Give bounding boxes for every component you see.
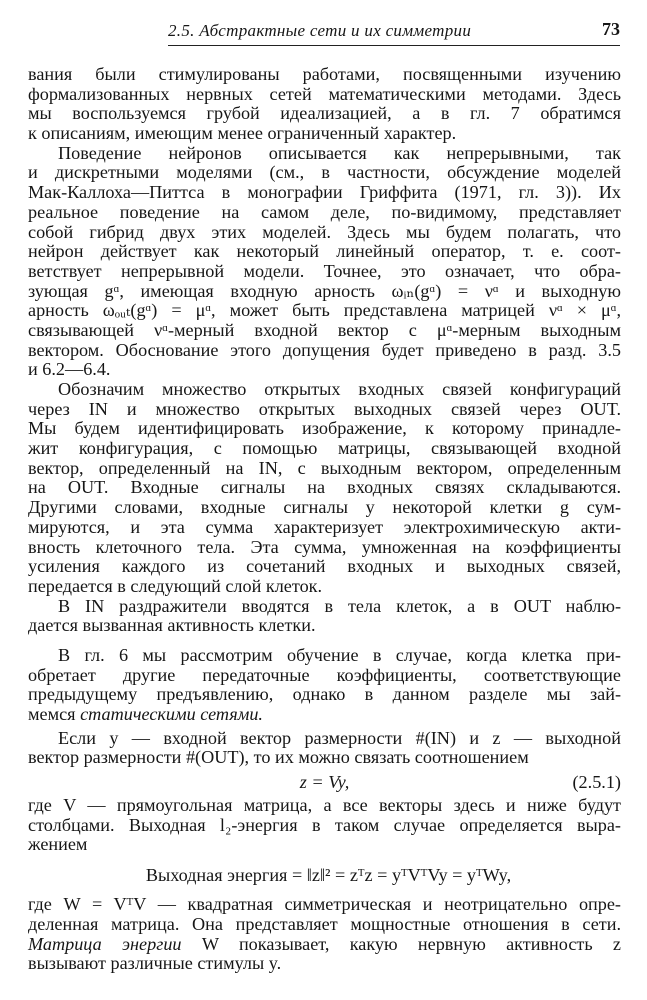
- text-line: собой гибрид двух этих моделей. Здесь мы будем полагать, что: [28, 221, 621, 242]
- paragraph: [28, 646, 621, 725]
- paragraph: [28, 729, 621, 768]
- text-line: вектором. Обоснование этого допущения будет приведено в разд. 3.5: [28, 339, 621, 360]
- equation-2-5-1: [28, 768, 621, 796]
- text-line: где W = VᵀV — квадратная симметрическая и неотрицательно опре-: [28, 894, 621, 915]
- text-line: на OUT. Входные сигналы на входных связях складываются.: [28, 477, 621, 498]
- paragraph: [28, 796, 621, 855]
- text-line: В гл. 6 мы рассмотрим обучение в случае, когда клетка при-: [58, 644, 621, 665]
- section-title: 2.5. Абстрактные сети и их симметрии: [168, 21, 472, 40]
- text-line: деленная матрица. Она представляет мощностные отношения в сети.: [28, 913, 621, 934]
- text-line: усиления каждого из сочетаний входных и выходных связей,: [28, 556, 621, 577]
- text-line: Обозначим множество открытых входных связей конфигураций: [58, 379, 621, 399]
- paragraph: [28, 895, 621, 974]
- text-line: вания были стимулированы работами, посвященными изучению: [28, 64, 621, 84]
- text-line: связывающей νᵅ-мерный входной вектор с μᵅ-мерным выходным: [28, 319, 621, 340]
- paragraph: [28, 380, 621, 597]
- text-line: предыдущему предъявлению, однако в данном разделе мы зай-: [28, 684, 621, 705]
- text-line: ветствует непрерывной модели. Точнее, это означает, что обра-: [28, 260, 621, 281]
- text-line: мы воспользуемся грубой идеализацией, а в гл. 7 обратимся: [28, 103, 621, 124]
- text-line: через IN и множество открытых выходных связей через OUT.: [28, 398, 621, 419]
- paragraph: [28, 597, 621, 636]
- page-number: 73: [602, 19, 620, 39]
- text-line: Мак-Каллоха—Питтса в монографии Гриффита (1971, гл. 3)). Их: [28, 182, 621, 203]
- text-line: вызывают различные стимулы y.: [28, 953, 282, 974]
- text-line: к описаниям, имеющим менее ограниченный характер.: [28, 123, 457, 144]
- text-line: жит конфигурация, с помощью матрицы, связывающей входной: [28, 438, 621, 459]
- energy-equation: Выходная энергия = ‖z‖² = zᵀz = yᵀVᵀVy = yᵀWy,: [145, 865, 512, 886]
- text-line: столбцами. Выходная l₂-энергия в таком случае определяется выра-: [28, 814, 621, 835]
- text-fragment: W показывает, какую нервную активность z: [201, 933, 621, 954]
- text-line: Другими словами, входные сигналы у некоторой клетки g сум-: [28, 497, 621, 518]
- text-line: арность ωₒᵤₜ(gᵅ) = μᵅ, может быть представлена матрицей νᵅ × μᵅ,: [28, 300, 621, 321]
- text-line: обретает другие передаточные коэффициенты, соответствующие: [28, 664, 621, 685]
- text-line: В IN раздражители вводятся в тела клеток, а в OUT наблю-: [58, 595, 621, 616]
- text-line: дается вызванная активность клетки.: [28, 615, 316, 636]
- text-line: зующая gᵅ, имеющая входную арность ωᵢₙ(gᵅ) = νᵅ и выходную: [28, 280, 621, 301]
- text-line: и дискретными моделями (см., в частности, обсуждение моделей: [28, 162, 621, 183]
- text-line: [28, 935, 621, 955]
- paragraph: [28, 144, 621, 380]
- text-line: и 6.2—6.4.: [28, 359, 111, 380]
- equation-number: (2.5.1): [572, 772, 621, 793]
- text-line: Мы будем идентифицировать изображение, к которому принадле-: [28, 418, 621, 439]
- text-line: передается в следующий слой клеток.: [28, 575, 323, 596]
- text-line: мируются, и эта сумма характеризует электрохимическую акти-: [28, 516, 621, 537]
- text-line: вектор размерности #(OUT), то их можно связать соотношением: [28, 747, 529, 768]
- text-line: формализованных нервных сетей математическими методами. Здесь: [28, 83, 621, 104]
- main-text: [28, 65, 621, 974]
- text-line: где V — прямоугольная матрица, а все векторы здесь и ниже будут: [28, 795, 621, 816]
- text-line: вность клеточного тела. Эта сумма, умноженная на коэффициенты: [28, 536, 621, 557]
- paragraph: [28, 65, 621, 144]
- text-line: жением: [28, 834, 88, 855]
- text-line: вектор, определенный на IN, с выходным вектором, определенным: [28, 457, 621, 478]
- emphasis-energy-matrix: Матрица энергии: [28, 933, 182, 954]
- equation-text: z = Vy,: [299, 772, 350, 793]
- text-line: Поведение нейронов описывается как непрерывными, так: [58, 142, 621, 163]
- text-line: Если y — входной вектор размерности #(IN) и z — выходной: [58, 727, 621, 748]
- text-line: реальное поведение на самом деле, по-видимому, представляет: [28, 201, 621, 222]
- emphasis-static-networks: статическими сетями.: [80, 704, 263, 724]
- text-fragment: мемся: [28, 704, 76, 724]
- text-line: нейрон действует как некоторый линейный оператор, т. е. соот-: [28, 241, 621, 262]
- text-line: [28, 705, 621, 725]
- running-header: [168, 21, 620, 46]
